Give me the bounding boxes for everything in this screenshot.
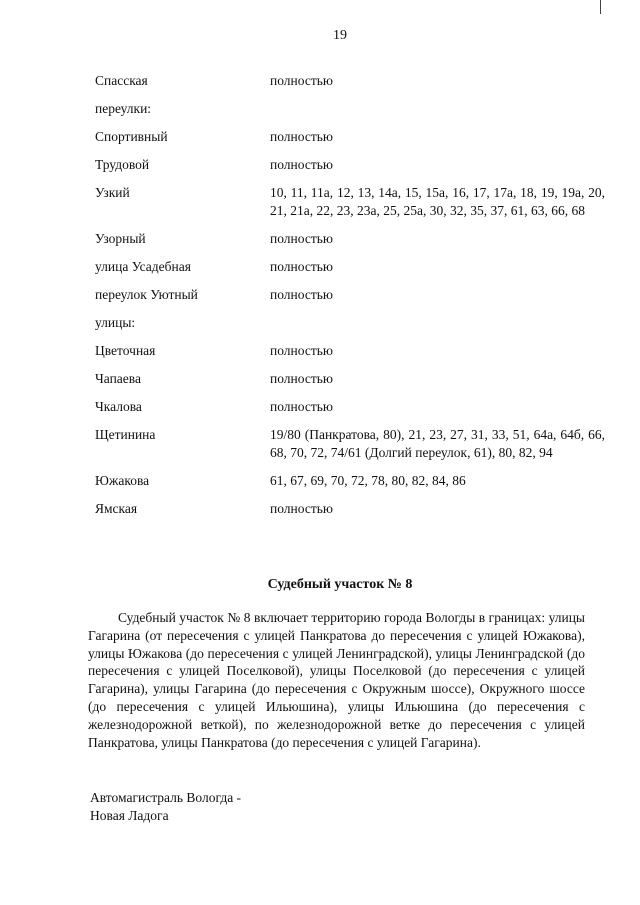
house-range: полностью <box>270 157 333 172</box>
list-item <box>95 286 610 304</box>
street-name: Трудовой <box>95 157 150 172</box>
house-range: полностью <box>270 371 333 386</box>
house-range: полностью <box>270 73 333 88</box>
house-range: полностью <box>270 343 333 358</box>
street-name: улица Усадебная <box>95 259 191 274</box>
list-item <box>95 398 610 416</box>
street-name: Южакова <box>95 473 150 488</box>
street-name: Щетинина <box>95 427 156 442</box>
list-item <box>95 72 610 90</box>
list-item <box>95 426 610 462</box>
house-range: полностью <box>270 231 333 246</box>
list-item <box>95 128 610 146</box>
district-description: Судебный участок № 8 включает территорию города Вологды в границах: улицы Гагарина (от пересечения с улицей Панкратова до пересечения с улицей Южакова), улицы Южакова (до пересечения с улицей Ленинградской), улицы Ленинградской (до пересечения с улицей Поселковой), улицы Поселковой (до пересечения с улицей Гагарина), улицы Гагарина (до пересечения с Окружным шоссе), Окружного шоссе (до пересечения с улицей Ильюшина), улицы Ильюшина (до пересечения с железнодорожной веткой), по железнодорожной ветке до пересечения с улицей Панкратова, улицы Панкратова (до пересечения с улицей Гагарина). <box>88 610 585 750</box>
street-name: Ямская <box>95 501 138 516</box>
street-name: Чкалова <box>95 399 142 414</box>
street-name: Чапаева <box>95 371 141 386</box>
house-range: 10, 11, 11а, 12, 13, 14а, 15, 15а, 16, 17, 17а, 18, 19, 19а, 20, 21, 21а, 22, 23, 23а, 25, 25а, 30, 32, 35, 37, 61, 63, 66, 68 <box>270 185 605 218</box>
street-name: Цветочная <box>95 343 156 358</box>
page-corner-mark <box>600 0 601 14</box>
street-name: Спортивный <box>95 129 168 144</box>
list-item <box>95 500 610 518</box>
list-item <box>95 314 610 332</box>
street-list <box>95 72 610 518</box>
list-item <box>95 184 610 220</box>
list-item <box>95 342 610 360</box>
house-range: полностью <box>270 399 333 414</box>
street-group-heading: переулки: <box>95 101 152 116</box>
street-group-heading: улицы: <box>95 315 136 330</box>
house-range: полностью <box>270 287 333 302</box>
highway-line-1: Автомагистраль Вологда - <box>90 790 242 805</box>
list-item <box>95 258 610 276</box>
highway-note <box>90 789 241 825</box>
house-range: полностью <box>270 501 333 516</box>
street-name: Узкий <box>95 185 130 200</box>
list-item <box>95 230 610 248</box>
street-name: переулок Уютный <box>95 287 198 302</box>
house-range: полностью <box>270 129 333 144</box>
list-item <box>95 156 610 174</box>
street-name: Узорный <box>95 231 146 246</box>
list-item <box>95 472 610 490</box>
street-name: Спасская <box>95 73 148 88</box>
house-range: 61, 67, 69, 70, 72, 78, 80, 82, 84, 86 <box>270 473 466 488</box>
house-range: 19/80 (Панкратова, 80), 21, 23, 27, 31, 33, 51, 64а, 64б, 66, 68, 70, 72, 74/61 (Долгий переулок, 61), 80, 82, 94 <box>270 427 605 460</box>
section-title: Судебный участок № 8 <box>267 577 413 592</box>
list-item <box>95 100 610 118</box>
highway-line-2: Новая Ладога <box>90 808 169 823</box>
house-range: полностью <box>270 259 333 274</box>
list-item <box>95 370 610 388</box>
page-number: 19 <box>333 28 347 43</box>
